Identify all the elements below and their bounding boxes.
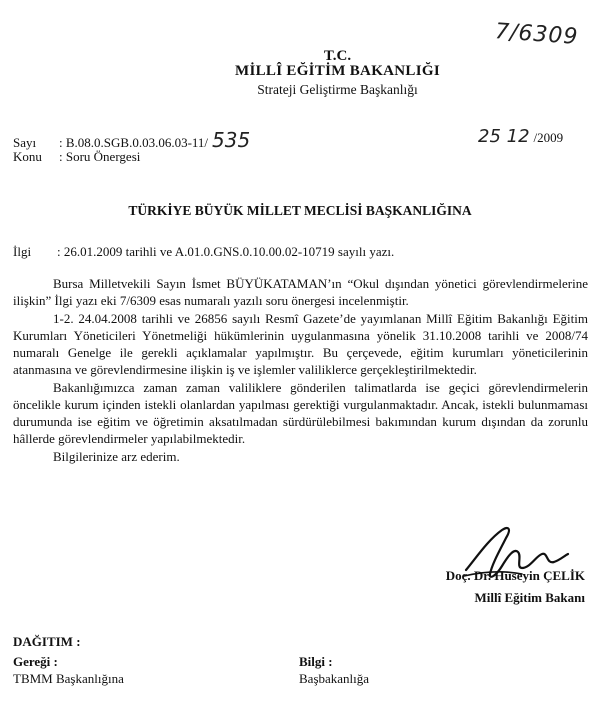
ilgi-label: İlgi xyxy=(13,244,32,259)
sayi-label: Sayı xyxy=(13,135,37,150)
gere-label: Gereği : xyxy=(13,654,58,669)
header-department: Strateji Geliştirme Başkanlığı xyxy=(257,82,418,97)
konu-row xyxy=(13,149,140,165)
gere-item: TBMM Başkanlığına xyxy=(13,671,124,686)
document-date xyxy=(478,126,563,147)
header-country: T.C. xyxy=(323,48,352,64)
paragraph-intro: Bursa Milletvekili Sayın İsmet BÜYÜKATAMAN’ın “Okul dışından yönetici görevlendirmelerine ilişkin” İlgi yazı eki 7/6309 esas numaralı yazılı soru önergesi incelenmiştir. xyxy=(13,276,588,308)
konu-value: : Soru Önergesi xyxy=(59,149,141,164)
bilgi-item: Başbakanlığa xyxy=(299,671,370,686)
paragraph-assignments: Bakanlığımızca zaman zaman valiliklere gönderilen talimatlarda ise geçici görevlendirmelerin öncelikle kurum içinden istekli olanlardan yapılması gerektiği vurgulanmaktadır. Ancak, istekli bulunmaması durumunda ise eğitim ve öğretimin aksatılmadan sürdürülebilmesi bakımından kurum dışından da zorunlu hâllerde görevlendirmeler yapılabilmektedir. xyxy=(13,380,588,446)
sayi-handwritten: 535 xyxy=(212,128,251,152)
signer-title: Millî Eğitim Bakanı xyxy=(474,590,585,605)
date-handwritten: 25 12 xyxy=(478,126,530,147)
letter-body xyxy=(13,275,588,466)
konu-label: Konu xyxy=(13,149,42,164)
bilgi-label: Bilgi : xyxy=(299,654,333,669)
distribution-title: DAĞITIM : xyxy=(13,634,81,649)
ilgi-value: : 26.01.2009 tarihli ve A.01.0.GNS.0.10.00.02-10719 sayılı yazı. xyxy=(57,244,395,259)
paragraph-regulation: 1-2. 24.04.2008 tarihli ve 26856 sayılı Resmî Gazete’de yayımlanan Millî Eğitim Bakanlığı Eğitim Kurumları Yöneticileri Yönetmeliği hükümlerinin uygulanmasına yönelik 31.10.2008 tarihli ve 2008/74 numaralı Genelge ile gerekli açıklamalar yapılmıştır. Bu çerçevede, eğitim kurumları yöneticilerinin atanmasına ve görevlendirmesine ilişkin iş ve işlemler valiliklerce gerçekleştirilmektedir. xyxy=(13,311,588,377)
ilgi-row xyxy=(13,244,394,260)
addressee: TÜRKİYE BÜYÜK MİLLET MECLİSİ BAŞKANLIĞINA xyxy=(128,203,472,218)
paragraph-closing: Bilgilerinize arz ederim. xyxy=(53,449,180,464)
signer-name: Doç. Dr. Hüseyin ÇELİK xyxy=(445,568,585,583)
sayi-value: : B.08.0.SGB.0.03.06.03-11/ xyxy=(59,135,209,150)
header-ministry: MİLLÎ EĞİTİM BAKANLIĞI xyxy=(235,63,440,79)
handwritten-document-number: 7/6309 xyxy=(493,19,579,50)
date-printed: /2009 xyxy=(533,130,564,145)
signer-block xyxy=(0,565,585,609)
